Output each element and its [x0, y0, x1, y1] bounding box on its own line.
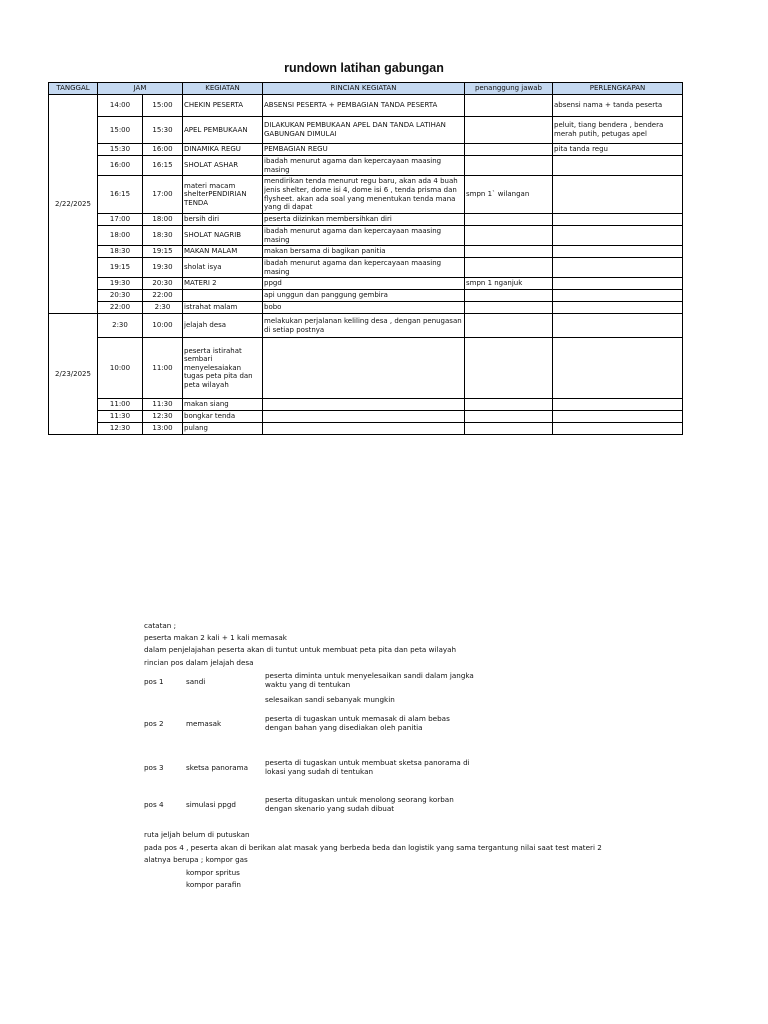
rincian-cell [263, 338, 465, 399]
penanggung-jawab-cell: smpn 1 nganjuk [465, 278, 553, 290]
table-row [49, 95, 683, 117]
kegiatan-cell: SHOLAT NAGRIB [183, 226, 263, 246]
end-time-cell: 19:15 [143, 246, 183, 258]
perlengkapan-cell [553, 423, 683, 435]
pos-description: peserta di tugaskan untuk memasak di alam bebas dengan bahan yang disediakan oleh panitia [265, 714, 450, 732]
table-row [49, 302, 683, 314]
kegiatan-cell: MATERI 2 [183, 278, 263, 290]
start-time-cell: 2:30 [98, 314, 143, 338]
rundown-table [48, 82, 683, 435]
table-row [49, 246, 683, 258]
start-time-cell: 17:00 [98, 214, 143, 226]
table-row [49, 156, 683, 176]
table-header-row [49, 83, 683, 95]
perlengkapan-cell [553, 226, 683, 246]
end-time-cell: 12:30 [143, 411, 183, 423]
end-time-cell: 20:30 [143, 278, 183, 290]
table-row [49, 290, 683, 302]
kegiatan-cell: MAKAN MALAM [183, 246, 263, 258]
table-row [49, 226, 683, 246]
perlengkapan-cell: peluit, tiang bendera , bendera merah putih, petugas apel [553, 117, 683, 144]
end-time-cell: 2:30 [143, 302, 183, 314]
start-time-cell: 20:30 [98, 290, 143, 302]
start-time-cell: 16:15 [98, 176, 143, 214]
start-time-cell: 11:30 [98, 411, 143, 423]
penanggung-jawab-cell [465, 302, 553, 314]
pos-number: pos 1 [144, 677, 164, 686]
start-time-cell: 18:30 [98, 246, 143, 258]
table-row [49, 423, 683, 435]
penanggung-jawab-cell [465, 290, 553, 302]
pos-number: pos 3 [144, 763, 164, 772]
perlengkapan-cell [553, 314, 683, 338]
perlengkapan-cell [553, 176, 683, 214]
start-time-cell: 10:00 [98, 338, 143, 399]
perlengkapan-cell [553, 258, 683, 278]
end-time-cell: 13:00 [143, 423, 183, 435]
perlengkapan-cell: pita tanda regu [553, 144, 683, 156]
rincian-cell: melakukan perjalanan keliling desa , dengan penugasan di setiap postnya [263, 314, 465, 338]
note-line: dalam penjelajahan peserta akan di tuntut untuk membuat peta pita dan peta wilayah [144, 645, 457, 654]
kegiatan-cell: CHEKIN PESERTA [183, 95, 263, 117]
end-time-cell: 11:00 [143, 338, 183, 399]
perlengkapan-cell [553, 302, 683, 314]
kegiatan-cell: DINAMIKA REGU [183, 144, 263, 156]
pos-name: memasak [186, 719, 222, 728]
pos-number: pos 4 [144, 800, 164, 809]
perlengkapan-cell: absensi nama + tanda peserta [553, 95, 683, 117]
kegiatan-cell: istrahat malam [183, 302, 263, 314]
table-row [49, 214, 683, 226]
pos-name: simulasi ppgd [186, 800, 236, 809]
page-title: rundown latihan gabungan [284, 61, 444, 75]
pos-name: sketsa panorama [186, 763, 249, 772]
date-cell: 2/23/2025 [49, 314, 98, 435]
end-time-cell: 18:30 [143, 226, 183, 246]
end-time-cell: 15:00 [143, 95, 183, 117]
end-time-cell: 22:00 [143, 290, 183, 302]
header-perlengkapan: PERLENGKAPAN [553, 83, 683, 95]
penanggung-jawab-cell [465, 95, 553, 117]
start-time-cell: 12:30 [98, 423, 143, 435]
penanggung-jawab-cell: smpn 1` wilangan [465, 176, 553, 214]
table-row [49, 411, 683, 423]
note-line: ruta jeljah belum di putuskan [144, 830, 250, 839]
kegiatan-cell: materi macam shelterPENDIRIAN TENDA [183, 176, 263, 214]
kegiatan-cell: sholat isya [183, 258, 263, 278]
note-line: alatnya berupa ; kompor gas [144, 855, 248, 864]
penanggung-jawab-cell [465, 156, 553, 176]
pos-number: pos 2 [144, 719, 164, 728]
kegiatan-cell: bersih diri [183, 214, 263, 226]
kegiatan-cell: bongkar tenda [183, 411, 263, 423]
start-time-cell: 15:30 [98, 144, 143, 156]
start-time-cell: 18:00 [98, 226, 143, 246]
pos-extra: selesaikan sandi sebanyak mungkin [265, 695, 395, 704]
end-time-cell: 16:15 [143, 156, 183, 176]
rincian-cell: PEMBAGIAN REGU [263, 144, 465, 156]
perlengkapan-cell [553, 156, 683, 176]
rincian-cell: bobo [263, 302, 465, 314]
header-rincian: RINCIAN KEGIATAN [263, 83, 465, 95]
notes-heading: catatan ; [144, 621, 177, 630]
pos-description: peserta diminta untuk menyelesaikan sandi dalam jangka waktu yang di tentukan [265, 671, 474, 689]
rincian-cell: mendirikan tenda menurut regu baru, akan ada 4 buah jenis shelter, dome isi 4, dome isi 6 , tenda prisma dan flysheet. akan ada soal yang menentukan tenda mana yang di dapat [263, 176, 465, 214]
end-time-cell: 15:30 [143, 117, 183, 144]
pos-description: peserta di tugaskan untuk membuat sketsa panorama di lokasi yang sudah di tentukan [265, 758, 470, 776]
end-time-cell: 19:30 [143, 258, 183, 278]
table-row [49, 278, 683, 290]
header-tanggal: TANGGAL [49, 83, 98, 95]
end-time-cell: 16:00 [143, 144, 183, 156]
kegiatan-cell: pulang [183, 423, 263, 435]
rincian-cell: peserta diizinkan membersihkan diri [263, 214, 465, 226]
table-row [49, 258, 683, 278]
table-row [49, 399, 683, 411]
header-penanggung-jawab: penanggung jawab [465, 83, 553, 95]
penanggung-jawab-cell [465, 338, 553, 399]
pos-name: sandi [186, 677, 206, 686]
penanggung-jawab-cell [465, 214, 553, 226]
end-time-cell: 17:00 [143, 176, 183, 214]
note-line: kompor parafin [186, 880, 241, 889]
perlengkapan-cell [553, 399, 683, 411]
penanggung-jawab-cell [465, 314, 553, 338]
perlengkapan-cell [553, 411, 683, 423]
perlengkapan-cell [553, 214, 683, 226]
rincian-cell: ppgd [263, 278, 465, 290]
rincian-cell: ibadah menurut agama dan kepercayaan maasing masing [263, 258, 465, 278]
rincian-cell [263, 411, 465, 423]
start-time-cell: 14:00 [98, 95, 143, 117]
kegiatan-cell: SHOLAT ASHAR [183, 156, 263, 176]
penanggung-jawab-cell [465, 423, 553, 435]
rincian-cell: ibadah menurut agama dan kepercayaan maasing masing [263, 226, 465, 246]
penanggung-jawab-cell [465, 258, 553, 278]
rincian-cell [263, 399, 465, 411]
pos-description: peserta ditugaskan untuk menolong seorang korban dengan skenario yang sudah dibuat [265, 795, 454, 813]
penanggung-jawab-cell [465, 411, 553, 423]
table-row [49, 338, 683, 399]
end-time-cell: 11:30 [143, 399, 183, 411]
table-row [49, 144, 683, 156]
note-line: rincian pos dalam jelajah desa [144, 658, 254, 667]
rincian-cell: ABSENSI PESERTA + PEMBAGIAN TANDA PESERTA [263, 95, 465, 117]
table-row [49, 176, 683, 214]
kegiatan-cell: peserta istirahat sembari menyelesaiakan tugas peta pita dan peta wilayah [183, 338, 263, 399]
rincian-cell [263, 423, 465, 435]
kegiatan-cell: APEL PEMBUKAAN [183, 117, 263, 144]
rincian-cell: DILAKUKAN PEMBUKAAN APEL DAN TANDA LATIHAN GABUNGAN DIMULAI [263, 117, 465, 144]
rincian-cell: makan bersama di bagikan panitia [263, 246, 465, 258]
rincian-cell: ibadah menurut agama dan kepercayaan maasing masing [263, 156, 465, 176]
note-line: pada pos 4 , peserta akan di berikan alat masak yang berbeda beda dan logistik yang sama tergantung nilai saat test materi 2 [144, 843, 602, 852]
penanggung-jawab-cell [465, 246, 553, 258]
start-time-cell: 11:00 [98, 399, 143, 411]
penanggung-jawab-cell [465, 399, 553, 411]
start-time-cell: 16:00 [98, 156, 143, 176]
start-time-cell: 15:00 [98, 117, 143, 144]
start-time-cell: 19:30 [98, 278, 143, 290]
kegiatan-cell [183, 290, 263, 302]
end-time-cell: 10:00 [143, 314, 183, 338]
date-cell: 2/22/2025 [49, 95, 98, 314]
kegiatan-cell: makan siang [183, 399, 263, 411]
penanggung-jawab-cell [465, 226, 553, 246]
note-line: kompor spritus [186, 868, 240, 877]
note-line: peserta makan 2 kali + 1 kali memasak [144, 633, 287, 642]
perlengkapan-cell [553, 290, 683, 302]
table-row [49, 117, 683, 144]
perlengkapan-cell [553, 246, 683, 258]
end-time-cell: 18:00 [143, 214, 183, 226]
header-kegiatan: KEGIATAN [183, 83, 263, 95]
perlengkapan-cell [553, 338, 683, 399]
kegiatan-cell: jelajah desa [183, 314, 263, 338]
rincian-cell: api unggun dan panggung gembira [263, 290, 465, 302]
penanggung-jawab-cell [465, 117, 553, 144]
perlengkapan-cell [553, 278, 683, 290]
header-jam: JAM [98, 83, 183, 95]
start-time-cell: 19:15 [98, 258, 143, 278]
table-row [49, 314, 683, 338]
penanggung-jawab-cell [465, 144, 553, 156]
start-time-cell: 22:00 [98, 302, 143, 314]
